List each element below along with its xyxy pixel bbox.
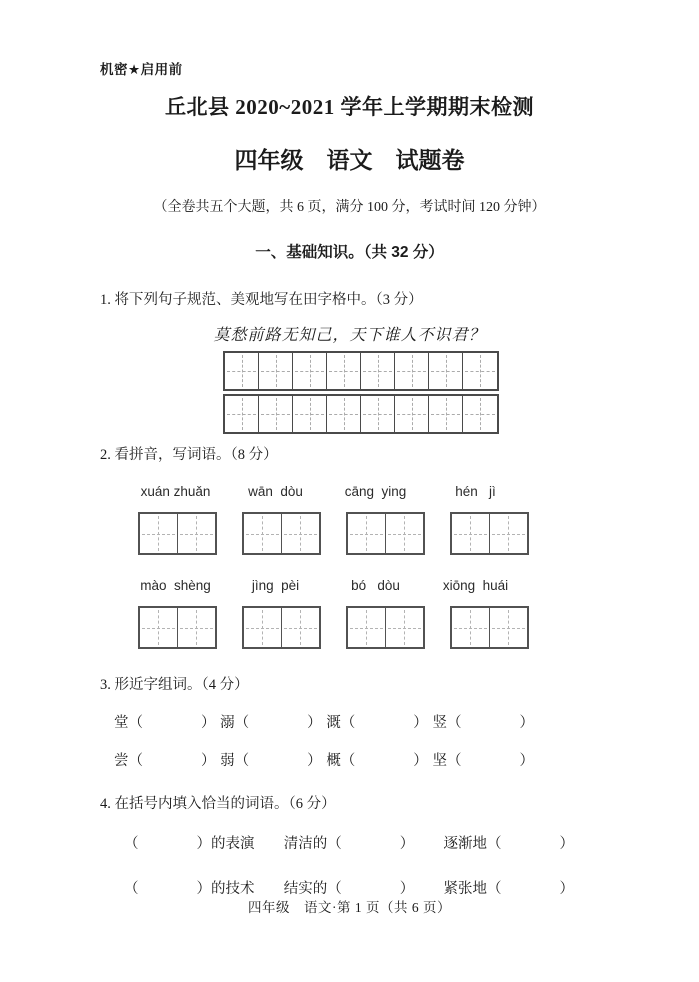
tian-cell — [140, 608, 178, 647]
fill-blank-item: 竖（ ） — [432, 715, 534, 731]
question-2-label: 2. 看拼音，写词语。（8 分） — [100, 447, 278, 463]
fill-blank-item: 紧张地（ ） — [443, 881, 574, 897]
q3-row-2 — [114, 749, 534, 770]
q4-row-2 — [124, 877, 574, 898]
question-3-label: 3. 形近字组词。（4 分） — [100, 677, 249, 693]
fill-blank-item: 溉（ ） — [326, 715, 428, 731]
pinyin-word: xuán zhuǎn — [140, 484, 211, 499]
tian-cell — [259, 396, 293, 432]
question-1-label: 1. 将下列句子规范、美观地写在田字格中。（3 分） — [100, 292, 423, 308]
tian-cell — [225, 396, 259, 432]
tian-cell — [140, 514, 178, 553]
answer-box — [450, 512, 529, 555]
pinyin-word: hén jì — [455, 484, 496, 499]
tian-cell — [244, 608, 282, 647]
pinyin-word: jìng pèi — [251, 578, 300, 593]
pinyin-word: cāng ying — [344, 484, 407, 499]
fill-blank-item: 堂（ ） — [114, 715, 216, 731]
tian-cell — [293, 396, 327, 432]
security-marking: 机密★启用前 — [100, 62, 183, 77]
tian-cell — [225, 353, 259, 389]
tian-cell — [348, 514, 386, 553]
tian-cell — [429, 396, 463, 432]
pinyin-word: xiōng huái — [442, 578, 509, 593]
pinyin-word: wān dòu — [248, 484, 303, 499]
exam-title: 丘北县 2020~2021 学年上学期期末检测 — [165, 95, 534, 119]
answer-box-row-1 — [138, 512, 599, 555]
exam-info-line: （全卷共五个大题，共 6 页，满分 100 分，考试时间 120 分钟） — [153, 200, 546, 215]
tian-cell — [395, 353, 429, 389]
answer-box — [346, 512, 425, 555]
tian-cell — [429, 353, 463, 389]
answer-box — [242, 606, 321, 649]
tianzige-row — [223, 351, 499, 391]
tian-cell — [361, 396, 395, 432]
answer-box — [138, 512, 217, 555]
fill-blank-item: 逐渐地（ ） — [443, 836, 574, 852]
tian-cell — [463, 353, 497, 389]
tian-cell — [282, 514, 320, 553]
tian-cell — [178, 514, 216, 553]
q4-row-1 — [124, 832, 574, 853]
tian-cell — [361, 353, 395, 389]
tianzige-grid — [223, 351, 599, 434]
fill-blank-item: 结实的（ ） — [283, 881, 415, 897]
pinyin-row-2 — [138, 578, 599, 593]
tian-cell — [452, 608, 490, 647]
tian-cell — [327, 396, 361, 432]
tian-cell — [327, 353, 361, 389]
tian-cell — [282, 608, 320, 647]
tian-cell — [452, 514, 490, 553]
fill-blank-item: 清洁的（ ） — [283, 836, 415, 852]
fill-blank-item: 弱（ ） — [220, 753, 322, 769]
fill-blank-item: （ ）的表演 — [124, 836, 255, 852]
exam-subtitle: 四年级 语文 试题卷 — [234, 148, 465, 173]
tian-cell — [386, 608, 424, 647]
answer-box — [138, 606, 217, 649]
tian-cell — [259, 353, 293, 389]
answer-box — [242, 512, 321, 555]
fill-blank-item: 溺（ ） — [220, 715, 322, 731]
q3-row-1 — [114, 711, 534, 732]
fill-blank-item: 概（ ） — [326, 753, 428, 769]
question-4-label: 4. 在括号内填入恰当的词语。（6 分） — [100, 796, 336, 812]
tian-cell — [490, 608, 528, 647]
answer-box — [450, 606, 529, 649]
tianzige-row — [223, 394, 499, 434]
fill-blank-item: （ ）的技术 — [124, 881, 255, 897]
tian-cell — [490, 514, 528, 553]
pinyin-word: mào shèng — [140, 578, 211, 593]
fill-blank-item: 尝（ ） — [114, 753, 216, 769]
section-1-heading: 一、基础知识。（共 32 分） — [255, 244, 444, 261]
pinyin-row-1 — [138, 484, 599, 499]
answer-box — [346, 606, 425, 649]
tian-cell — [178, 608, 216, 647]
page-footer: 四年级 语文·第 1 页（共 6 页） — [248, 900, 451, 915]
fill-blank-item: 坚（ ） — [432, 753, 534, 769]
tian-cell — [386, 514, 424, 553]
tian-cell — [348, 608, 386, 647]
tian-cell — [463, 396, 497, 432]
answer-box-row-2 — [138, 606, 599, 649]
tian-cell — [244, 514, 282, 553]
copy-sentence: 莫愁前路无知己，天下谁人不识君？ — [213, 327, 486, 344]
tian-cell — [395, 396, 429, 432]
pinyin-word: bó dòu — [351, 578, 400, 593]
tian-cell — [293, 353, 327, 389]
